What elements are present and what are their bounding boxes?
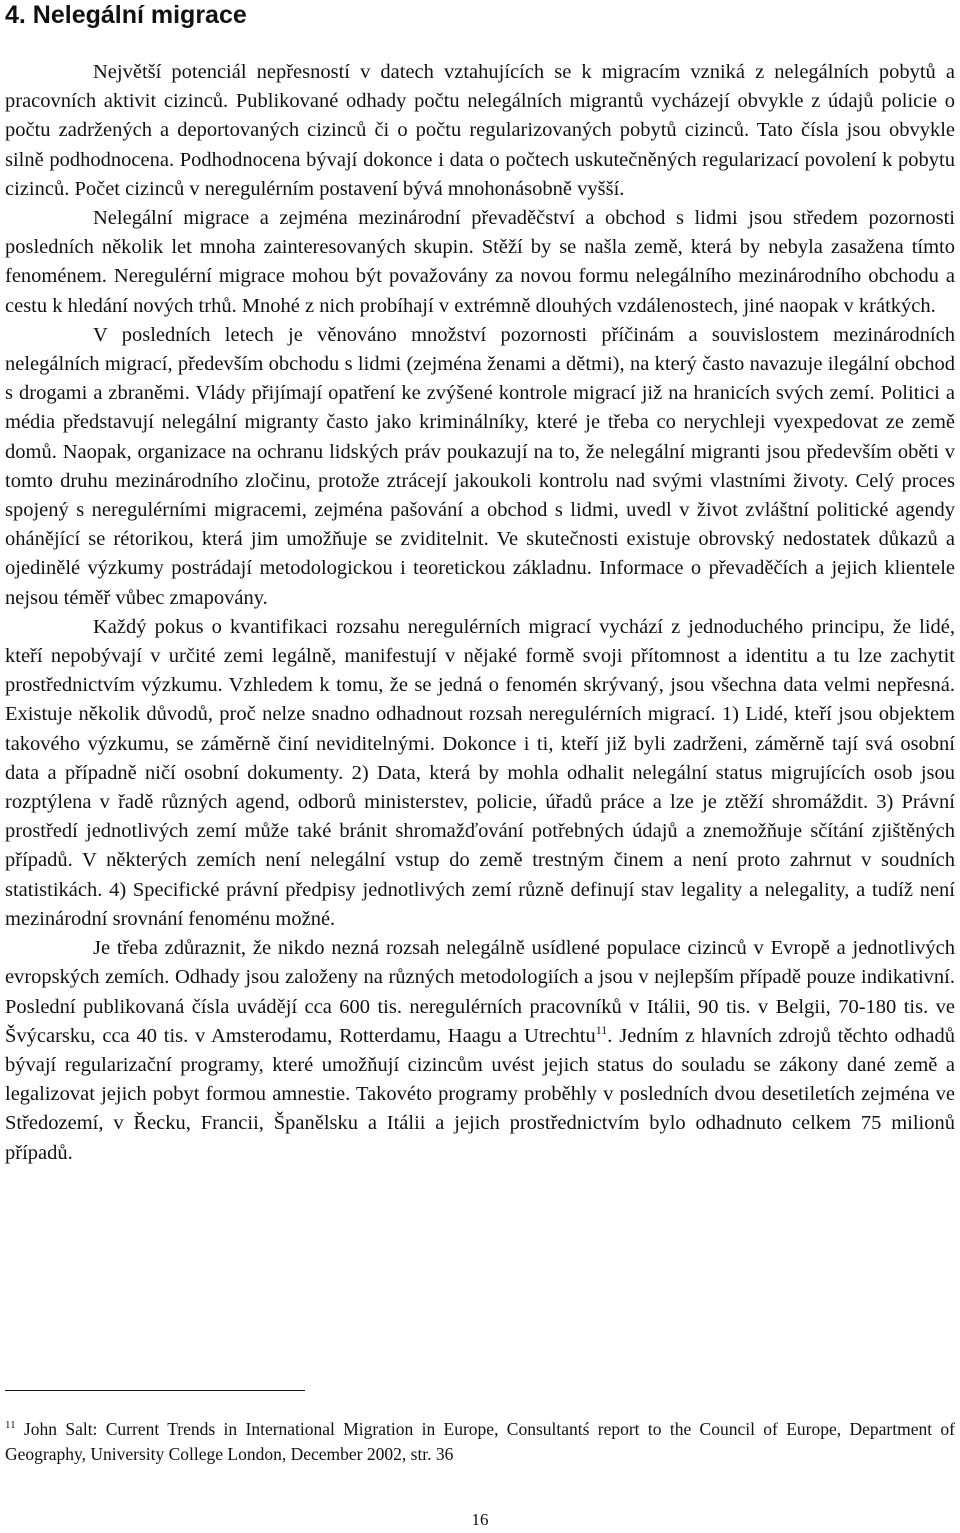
paragraph: V posledních letech je věnováno množství pozornosti příčinám a souvislostem mezinárodních nelegálních migrací, především obchodu s lidmi (zejména ženami a dětmi), na který často navazuje ilegální obchod s drogami a zbraněmi. Vlády přijímají opatření ke zvýšené kontrole migrací již na hranicích svých zemí. Politici a média představují nelegální migranty často jako kriminálníky, které je třeba co nerychleji vyexpedovat ze země domů. Naopak, organizace na ochranu lidských práv poukazují na to, že nelegální migranti jsou především oběti v tomto druhu mezinárodního zločinu, protože ztrácejí jakoukoli kontrolu nad svými vlastními životy. Celý proces spojený s neregulérními migracemi, zejména pašování a obchod s lidmi, uvedl v život zvláštní politické agendy ohánějící se rétorikou, která jim umožňuje se zviditelnit. Ve skutečnosti existuje obrovský nedostatek důkazů a ojedinělé výzkumy postrádají metodologickou i teoretickou základnu. Informace o převaděčích a jejich klientele nejsou téměř vůbec zmapovány.	[5, 323, 955, 609]
paragraph: Největší potenciál nepřesností v datech vztahujících se k migracím vzniká z nelegálních pobytů a pracovních aktivit cizinců. Publikované odhady počtu nelegálních migrantů vycházejí obvykle z údajů policie o počtu zadržených a deportovaných cizinců či o počtu regularizovaných pobytů cizinců. Tato čísla jsou obvykle silně podhodnocena. Podhodnocena bývají dokonce i data o počtech uskutečněných regularizací povolení k pobytu cizinců. Počet cizinců v neregulérním postavení bývá mnohonásobně vyšší.	[5, 61, 955, 200]
footnote	[5, 1417, 955, 1467]
section-heading: 4. Nelegální migrace	[5, 1, 247, 29]
paragraph: Nelegální migrace a zejména mezinárodní převaděčství a obchod s lidmi jsou středem pozornosti posledních několik let mnoha zainteresovaných skupin. Stěží by se našla země, která by nebyla zasažena tímto fenoménem. Neregulérní migrace mohou být považovány za novou formu nelegálního mezinárodního obchodu a cestu k hledání nových trhů. Mnohé z nich probíhají v extrémně dlouhých vzdálenostech, jiné naopak v krátkých.	[5, 207, 955, 317]
footnote-separator	[5, 1390, 305, 1391]
paragraph-text: . Jedním z hlavních zdrojů těchto odhadů bývají regularizační programy, které umožňují cizincům uvést jejich status do souladu se zákony dané země a legalizovat jejich pobyt formou amnestie. Takovéto programy proběhly v posledních dvou desetiletích zejména ve Středozemí, v Řecku, Francii, Španělsku a Itálii a jejich prostřednictvím bylo odhadnuto celkem 75 milionů případů.	[5, 1024, 955, 1164]
page-number: 16	[471, 1510, 489, 1529]
footnote-number: 11	[5, 1419, 16, 1432]
paragraph: Každý pokus o kvantifikaci rozsahu neregulérních migrací vychází z jednoduchého principu, že lidé, kteří nepobývají v určité zemi legálně, manifestují v nějaké formě svoji přítomnost a identitu a tu lze zachytit prostřednictvím výzkumu. Vzhledem k tomu, že se jedná o fenomén skrývaný, jsou všechna data velmi nepřesná. Existuje několik důvodů, proč nelze snadno odhadnout rozsah neregulérních migrací. 1) Lidé, kteří jsou objektem takového výzkumu, se záměrně činí neviditelnými. Dokonce i ti, kteří již byli zadrženi, záměrně tají svá osobní data a případně ničí osobní dokumenty. 2) Data, která by mohla odhalit nelegální status migrujících osob jsou rozptýlena v řadě různých agend, odborů ministerstev, policie, úřadů práce a lze je ztěží shromáždit. 3) Právní prostředí jednotlivých zemí může také bránit shromažďování potřebných údajů a znemožňuje sčítání zjištěných případů. V některých zemích není nelegální vstup do země trestným činem a není proto zahrnut v soudních statistikách. 4) Specifické právní předpisy jednotlivých zemí různě definují stav legality a nelegality, a tudíž není mezinárodní srovnání fenoménu možné.	[5, 615, 955, 930]
paragraph-text: Je třeba zdůraznit, že nikdo nezná rozsah nelegálně usídlené populace cizinců v Evropě a jednotlivých evropských zemích. Odhady jsou založeny na různých metodologiích a jsou v nejlepším případě pouze indikativní. Poslední publikovaná čísla uvádějí cca 600 tis. neregulérních pracovníků v Itálii, 90 tis. v Belgii, 70-180 tis. ve Švýcarsku, cca 40 tis. v Amsterodamu, Rotterdamu, Haagu a Utrechtu	[5, 937, 955, 1047]
paragraph	[5, 934, 955, 1168]
footnote-text: John Salt: Current Trends in International Migration in Europe, Consultantś report to the Council of Europe, Department of Geography, University College London, December 2002, str. 36	[5, 1419, 955, 1464]
footnote-reference[interactable]: 11	[595, 1022, 608, 1037]
